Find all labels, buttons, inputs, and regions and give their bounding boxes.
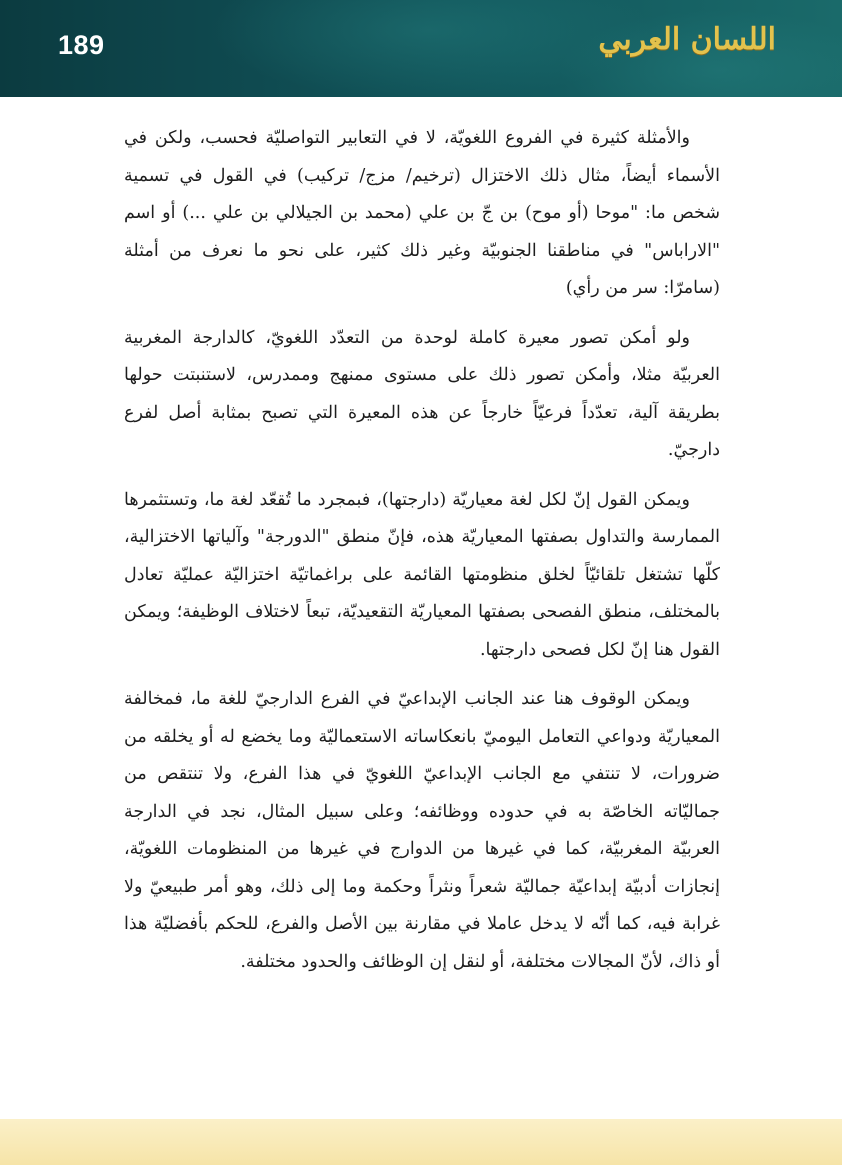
journal-logo: اللسان العربي — [598, 22, 776, 57]
paragraph-2: ولو أمكن تصور معيرة كاملة لوحدة من التعدّد اللغويّ، كالدارجة المغربية العربيّة مثلا، وأمكن تصور ذلك على مستوى ممنهج وممدرس، لاستنبتت حولها بطريقة آلية، تعدّداً فرعيّاً خارجاً عن هذه المعيرة التي تصبح بمثابة أصل لفرع دارجيّ. — [124, 327, 720, 460]
article-body — [124, 120, 720, 993]
paragraph-4: ويمكن الوقوف هنا عند الجانب الإبداعيّ في الفرع الدارجيّ للغة ما، فمخالفة المعياريّة ودواعي التعامل اليوميّ بانعكاساته الاستعماليّة وما يخضع له أو يخلقه من ضرورات، لا تنتفي مع الجانب الإبداعيّ اللغويّ في هذا الفرع، ولا تنتقص من جماليّاته الخاصّة به في حدوده ووظائفه؛ وعلى سبيل المثال، نجد في الدارجة العربيّة المغربيّة، كما في غيرها من الدوارج في غيرها من المنظومات اللغويّة، إنجازات أدبيّة إبداعيّة جماليّة شعراً ونثراً وحكمة وما إلى ذلك، وهو أمر طبيعيّ ولا غرابة فيه، كما أنّه لا يدخل عاملا في مقارنة بين الأصل والفرع، للحكم بأفضليّة هذا أو ذاك، لأنّ المجالات مختلفة، أو لنقل إن الوظائف والحدود مختلفة. — [124, 689, 720, 972]
paragraph-1: والأمثلة كثيرة في الفروع اللغويّة، لا في التعابير التواصليّة فحسب، ولكن في الأسماء أيضاً، مثال ذلك الاختزال (ترخيم/ مزج/ تركيب) في القول في تسمية شخص ما: "موحا (أو موح) بن جّ بن علي (محمد بن الجيلالي بن علي ...) أو اسم "الاراباس" في مناطقنا الجنوبيّة وغير ذلك كثير، على نحو ما نعرف من أمثلة (سامرّا: سر من رأي) — [124, 128, 720, 298]
paragraph-3: ويمكن القول إنّ لكل لغة معياريّة (دارجتها)، فبمجرد ما تُقعّد لغة ما، وتستثمرها الممارسة والتداول بصفتها المعياريّة هذه، فإنّ منطق "الدورجة" وآلياتها الاختزالية، كلّها تشتغل تلقائيّاً لخلق منظومتها القائمة على براغماتيّة اختزاليّة عمليّة تعادل بالمختلف، منطق الفصحى بصفتها المعياريّة التقعيديّة، تبعاً لاختلاف الوظيفة؛ ويمكن القول هنا إنّ لكل فصحى دارجتها. — [124, 489, 720, 660]
page-header — [0, 0, 842, 97]
page-number: 189 — [58, 30, 105, 60]
footer-band — [0, 1119, 842, 1165]
